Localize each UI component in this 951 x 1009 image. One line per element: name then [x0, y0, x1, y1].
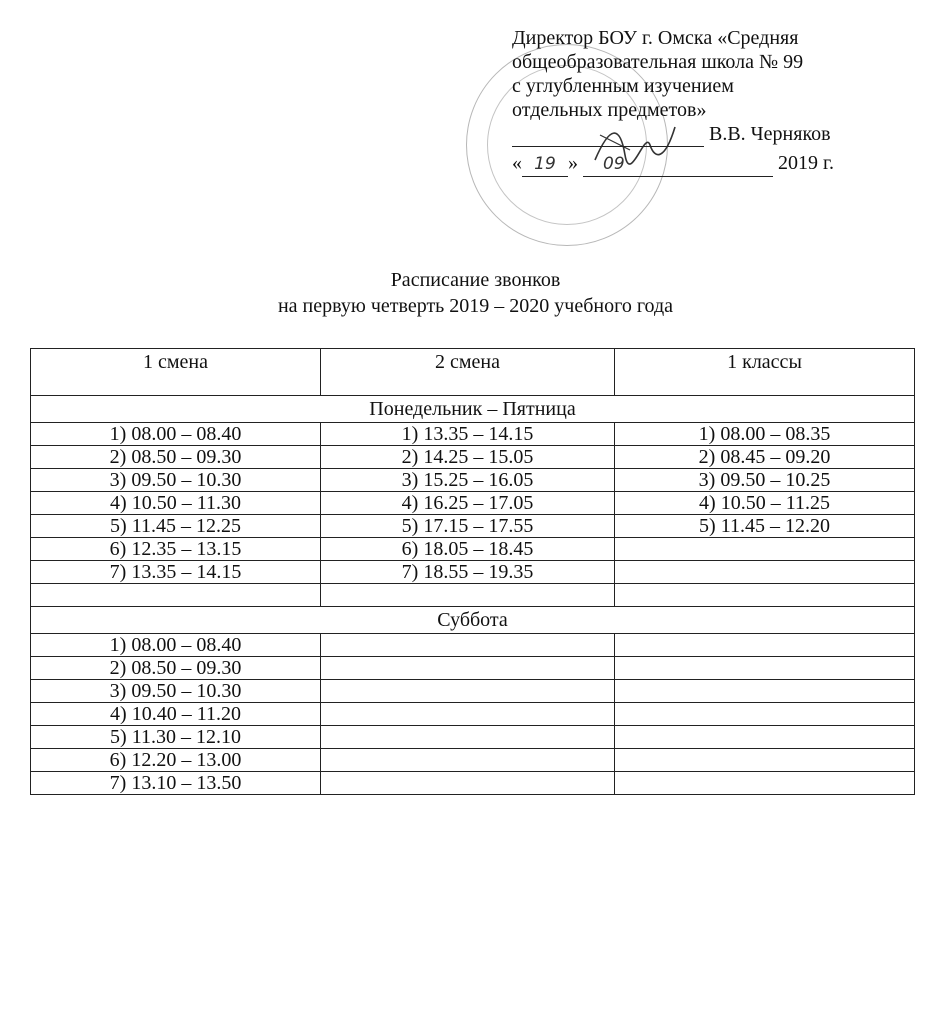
table-row	[31, 680, 915, 703]
weekday-time-cell: 5) 17.15 – 17.55	[321, 515, 615, 538]
weekday-time-cell: 1) 08.00 – 08.35	[615, 423, 915, 446]
approval-line-1: Директор БОУ г. Омска «Средняя	[512, 27, 799, 49]
table-row	[31, 515, 915, 538]
table-row	[31, 492, 915, 515]
weekday-time-cell	[615, 584, 915, 607]
saturday-time-cell: 5) 11.30 – 12.10	[31, 726, 321, 749]
table-row	[31, 561, 915, 584]
weekday-time-cell: 1) 08.00 – 08.40	[31, 423, 321, 446]
approval-line-2: общеобразовательная школа № 99	[512, 51, 804, 73]
date-open-quote: «	[512, 152, 522, 174]
saturday-time-cell	[615, 772, 915, 795]
weekday-time-cell: 2) 08.45 – 09.20	[615, 446, 915, 469]
bell-schedule-table	[30, 348, 915, 795]
table-row	[31, 423, 915, 446]
saturday-time-cell	[615, 749, 915, 772]
column-header-2: 2 смена	[321, 349, 615, 396]
weekday-time-cell: 6) 18.05 – 18.45	[321, 538, 615, 561]
weekday-time-cell: 4) 16.25 – 17.05	[321, 492, 615, 515]
date-year: 2019 г.	[778, 152, 834, 174]
weekday-time-cell: 2) 14.25 – 15.05	[321, 446, 615, 469]
weekday-time-cell: 4) 10.50 – 11.25	[615, 492, 915, 515]
weekday-time-cell: 3) 09.50 – 10.25	[615, 469, 915, 492]
section-saturday-row	[31, 607, 915, 634]
section-weekdays-row	[31, 396, 915, 423]
saturday-time-cell: 3) 09.50 – 10.30	[31, 680, 321, 703]
table-header-row	[31, 349, 915, 396]
date-day: 19	[522, 152, 568, 177]
saturday-time-cell	[321, 749, 615, 772]
saturday-time-cell: 6) 12.20 – 13.00	[31, 749, 321, 772]
weekday-time-cell: 3) 15.25 – 16.05	[321, 469, 615, 492]
weekday-time-cell: 6) 12.35 – 13.15	[31, 538, 321, 561]
saturday-time-cell	[321, 772, 615, 795]
saturday-time-cell	[321, 634, 615, 657]
section-saturday: Суббота	[31, 607, 915, 634]
approval-line-4: отдельных предметов»	[512, 99, 707, 121]
approval-block	[512, 26, 872, 177]
table-row	[31, 538, 915, 561]
saturday-time-cell	[321, 703, 615, 726]
table-row	[31, 772, 915, 795]
table-row	[31, 469, 915, 492]
saturday-time-cell: 7) 13.10 – 13.50	[31, 772, 321, 795]
weekday-time-cell	[615, 538, 915, 561]
section-weekdays: Понедельник – Пятница	[31, 396, 915, 423]
weekday-time-cell	[615, 561, 915, 584]
saturday-time-cell: 1) 08.00 – 08.40	[31, 634, 321, 657]
saturday-time-cell	[615, 703, 915, 726]
document-title: Расписание звонков	[390, 269, 561, 291]
date-line	[512, 151, 872, 177]
weekday-time-cell: 2) 08.50 – 09.30	[31, 446, 321, 469]
saturday-time-cell: 2) 08.50 – 09.30	[31, 657, 321, 680]
table-row	[31, 726, 915, 749]
weekday-time-cell: 3) 09.50 – 10.30	[31, 469, 321, 492]
table-row	[31, 749, 915, 772]
saturday-time-cell	[321, 680, 615, 703]
saturday-time-cell	[321, 657, 615, 680]
column-header-3: 1 классы	[615, 349, 915, 396]
approval-line-3: с углубленным изучением	[512, 75, 734, 97]
weekday-time-cell: 7) 18.55 – 19.35	[321, 561, 615, 584]
saturday-time-cell: 4) 10.40 – 11.20	[31, 703, 321, 726]
table-row	[31, 446, 915, 469]
weekday-time-cell: 5) 11.45 – 12.25	[31, 515, 321, 538]
saturday-time-cell	[615, 726, 915, 749]
signature-underline	[512, 122, 704, 147]
saturday-time-cell	[321, 726, 615, 749]
column-header-1: 1 смена	[31, 349, 321, 396]
signature-line	[512, 122, 872, 147]
weekday-time-cell: 1) 13.35 – 14.15	[321, 423, 615, 446]
saturday-time-cell	[615, 657, 915, 680]
weekday-time-cell: 4) 10.50 – 11.30	[31, 492, 321, 515]
document-subtitle: на первую четверть 2019 – 2020 учебного года	[277, 295, 674, 317]
table-row	[31, 584, 915, 607]
saturday-time-cell	[615, 680, 915, 703]
weekday-time-cell	[321, 584, 615, 607]
weekday-time-cell: 5) 11.45 – 12.20	[615, 515, 915, 538]
date-month: 09	[583, 152, 773, 177]
weekday-time-cell	[31, 584, 321, 607]
saturday-time-cell	[615, 634, 915, 657]
table-row	[31, 634, 915, 657]
weekday-time-cell: 7) 13.35 – 14.15	[31, 561, 321, 584]
date-close-quote: »	[568, 152, 578, 174]
signer-name: В.В. Черняков	[709, 123, 831, 145]
table-row	[31, 703, 915, 726]
table-row	[31, 657, 915, 680]
